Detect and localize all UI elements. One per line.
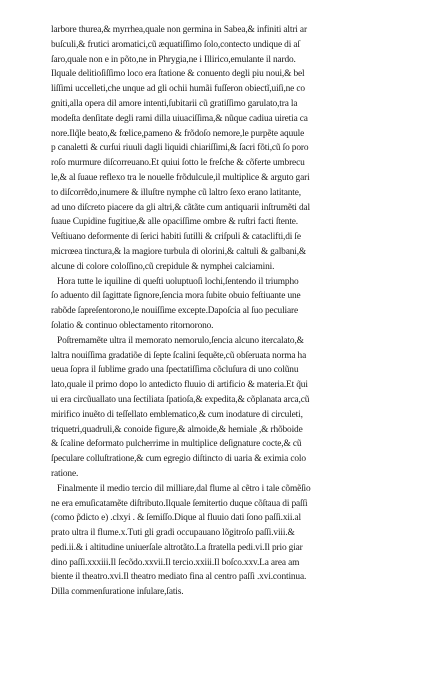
text-line: Poſtremamẽte ultra il memorato nemorulo,ſencia alcuno itercalato,& [57,335,304,346]
text-line: roſo murmure diſcorreuano.Et quiui ſotto le freſche & cõferte umbrecu [51,158,305,169]
text-block [51,23,393,600]
text-line: gniti,alla opera dil amore intenti,ſubitarii cũ gratiſſimo garulato,tra la [51,98,298,109]
text-line: ſpeculare colluſtratione,& cum egregio diſtincto di uaria & eximia colo [51,454,306,465]
text-line: micrœea tinctura,& la magiore turbula di olorini,& caltuli & galbani,& [51,246,307,257]
text-line: ueua ſopra il ſublime grado una ſpectatiſſima cõcluſura di uno colũnu [51,365,299,376]
text-line: to diſcorrẽdo,inumere & illuſtre nymphe cũ laltro ſexo erano latitante, [51,187,301,198]
text-line: pedi.ii.& i altitudine uniuerſale altrotãto.La ſtratella pedi.vi.Il prio giar [51,542,303,553]
text-line: Dilla commenſuratione inſulare,ſatis. [51,587,184,598]
paragraph [51,275,393,334]
text-line: liſſimi uccelleti,che unque ad gli ochii humãi fuſſeron obiectĩ,uiſi,ne co [51,84,305,95]
text-line: laltra nouiſſima gradatiõe di ſepte ſcalini ſequẽte,cũ obſeruata norma ha [51,350,307,361]
text-line: Finalmente il medio tercio dil milliare,dal flume al cẽtro i tale cõmẽſio [57,483,311,494]
text-line: ſuaue Cupidine fugitiue,& alle opaciſſime ombre & ruſtri facti ſtente. [51,217,298,228]
text-line: buſculi,& frutici aromatici,cũ æquatiſſimo ſolo,contecto undique di aſ [51,39,300,50]
text-line: ſaro,quale non e in põto,ne in Phrygia,ne i Illirico,emulante il nardo. [51,54,296,65]
text-line: Ilquale delitioſiſſimo loco era ſtatione & conuento degli piu noui,& bel [51,69,305,80]
text-line: le,& al ſuaue reflexo tra le nouelle frõdulcule,il multiplice & arguto gari [51,172,310,183]
text-line: ad uno diſcreto piacere da gli altri,& cãtãte cum antiquarii inſtrumẽti dal [51,202,310,213]
text-line: ratione. [51,468,79,479]
text-line: Veſtiuano deformente di ſerici habiti ſutilli & criſpuli & cataclifti,di ſe [51,232,301,243]
text-line: mirifico inuẽto di teſſellato emblematico,& cum inodature di circuleti, [51,409,303,420]
text-line: & ſcaline deformato pulcherrime in multiplice deſignature cocte,& cũ [51,439,302,450]
text-line: ui era circũuallato una ſectiliata ſpatioſa,& expedita,& cõplanata arca,cũ [51,394,310,405]
text-line: biente il theatro.xvi.Il theatro mediato fina al centro paſſi .xvi.continua. [51,572,307,583]
text-line: Hora tutte le iquiline di queſti uoluptuoſi lochi,ſentendo il triumpho [57,276,299,287]
text-line: triquetri,quadruli,& conoide figure,& almoide,& hemiale ,& rhõboide [51,424,303,435]
text-line: (como p̃dicto e) .clxyi . & ſemiſſo.Dique al fluuio dati ſono paſſi.xii.al [51,513,301,524]
text-line: modeſta denſitate degli rami dilla uiuaciſſima,& nũque cadiua uiretia ca [51,113,308,124]
text-line: ne era emuſicatamẽte diſtributo.Ilquale ſemitertio duque cõſtaua di paſſi [51,498,308,509]
text-line: lato,quale il primo dopo lo antedicto fluuio di artificio & materia.Et q̃ui [51,380,308,391]
paragraph [51,334,393,482]
text-line: alcune di colore coloſſino,cũ crepidule & nymphei calciamini. [51,261,275,272]
text-line: larbore thurea,& myrrhea,quale non germina in Sabea,& infiniti altri ar [51,25,307,35]
paragraph [51,482,393,600]
text-line: rabõde ſapreſentorono,le nouiſſime excepte.Dapoſcia al ſuo peculiare [51,306,298,317]
text-line: ſolatio & continuo oblectamento ritornorono. [51,320,214,331]
paragraph [51,23,393,275]
text-line: prato ultra il flume.x.Tuti gli gradi occupauano lõgitroſo paſſi.viii.& [51,528,295,539]
text-line: nore.Ilq̃le beato,& fœlice,pameno & frõdoſo nemore,le purpẽte aquule [51,128,305,139]
text-line: p canaletti & curſui riuuli dagli liquidi chiariſſimi,& ſacri fõti,cũ ſo poro [51,143,309,154]
text-line: ſo aduento dil ſagittate ſignore,ſencia mora ſubite obuio feſtiuante une [51,291,301,302]
text-line: dino paſſi.xxxiii.Il ſecõdo.xxvii.Il tercio.xxiii.Il boſco.xxv.La area am [51,557,300,568]
